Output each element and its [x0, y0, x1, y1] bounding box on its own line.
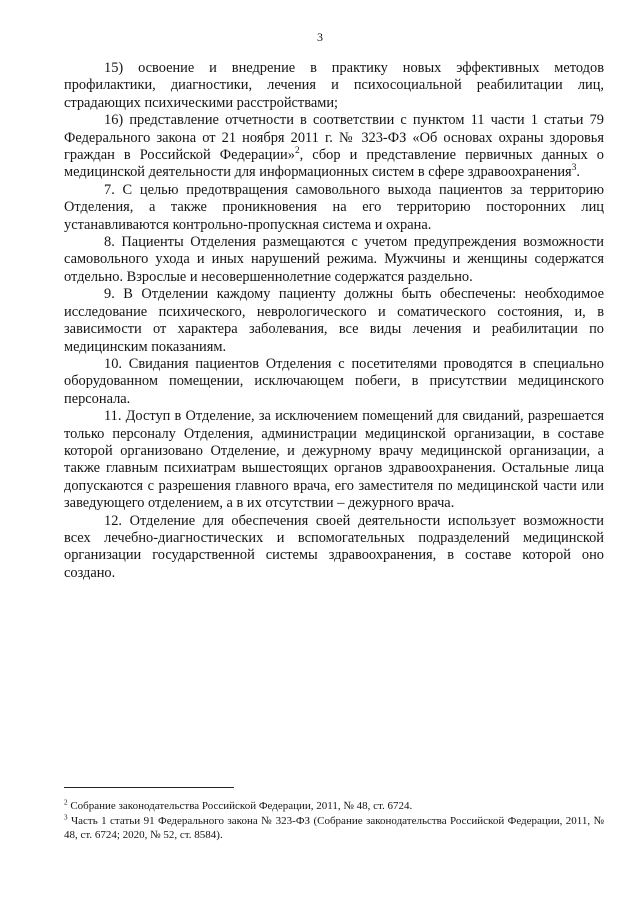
footnote-3 — [64, 814, 604, 843]
paragraph-7: 7. С целью предотвращения самовольного выхода пациентов за территорию Отделения, а также проникновения на его территорию посторонних лиц устанавливаются контрольно-пропускная система и охрана. — [64, 181, 604, 233]
footnote-2 — [64, 799, 604, 814]
footnote-ref-3[interactable]: 3 — [571, 163, 577, 174]
item-16-text-end: . — [576, 164, 580, 181]
paragraph-8: 8. Пациенты Отделения размещаются с учетом предупреждения возможности самовольного ухода и иных нарушений режима. Мужчины и женщины содержатся отдельно. Взрослые и несовершеннолетние содержатся раздельно. — [64, 234, 604, 285]
footnote-mark-2: 2 — [64, 798, 68, 807]
paragraph-11: 11. Доступ в Отделение, за исключением помещений для свиданий, разрешается только персоналу Отделения, администрации медицинской организации, в составе которой организовано Отделение, и дежурному врачу медицинской организации, а также главным психиатрам вышестоящих органов здравоохранения. Остальные лица допускаются с разрешения главного врача, его заместителя по медицинской части или заведующего отделением, а в их отсутствии – дежурного врача. — [64, 408, 604, 512]
paragraph-9: 9. В Отделении каждому пациенту должны быть обеспечены: необходимое исследование психического, неврологического и соматического состояния, и, в зависимости от характера заболевания, все виды лечения и реабилитации по медицинским показаниям. — [64, 286, 604, 355]
footnote-3-text: Часть 1 статьи 91 Федерального закона № 323-ФЗ (Собрание законодательства Российской Федерации, 2011, № 48, ст. 6724; 2020, № 52, ст. 8584). — [64, 814, 604, 842]
footnote-mark-3: 3 — [64, 812, 68, 821]
item-16-text: 16) представление отчетности в соответствии с пунктом 11 части 1 статьи 79 Федерального закона от 21 ноября 2011 г. № 323-ФЗ «Об основах охраны здоровья граждан в Российской Федерации» — [64, 112, 604, 164]
page-number: 3 — [317, 30, 323, 44]
paragraph-10: 10. Свидания пациентов Отделения с посетителями проводятся в специально оборудованном помещении, исключающем побеги, в присутствии медицинского персонала. — [64, 355, 604, 407]
item-16-text-mid: , сбор и представление первичных данных о медицинской деятельности для информационных систем в сфере здравоохранения — [64, 147, 604, 181]
footnote-ref-2[interactable]: 2 — [294, 146, 300, 157]
document-body — [64, 60, 604, 582]
item-16 — [64, 112, 604, 182]
item-15: 15) освоение и внедрение в практику новых эффективных методов профилактики, диагностики, лечения и психосоциальной реабилитации лиц, страдающих психическими расстройствами; — [64, 60, 604, 111]
footnote-2-text: Собрание законодательства Российской Федерации, 2011, № 48, ст. 6724. — [67, 800, 413, 812]
footnote-divider — [64, 787, 234, 788]
footnotes — [64, 799, 604, 843]
paragraph-12: 12. Отделение для обеспечения своей деятельности использует возможности всех лечебно-диагностических и вспомогательных подразделений медицинской организации государственной системы здравоохранения, в составе которой оно создано. — [64, 512, 604, 581]
